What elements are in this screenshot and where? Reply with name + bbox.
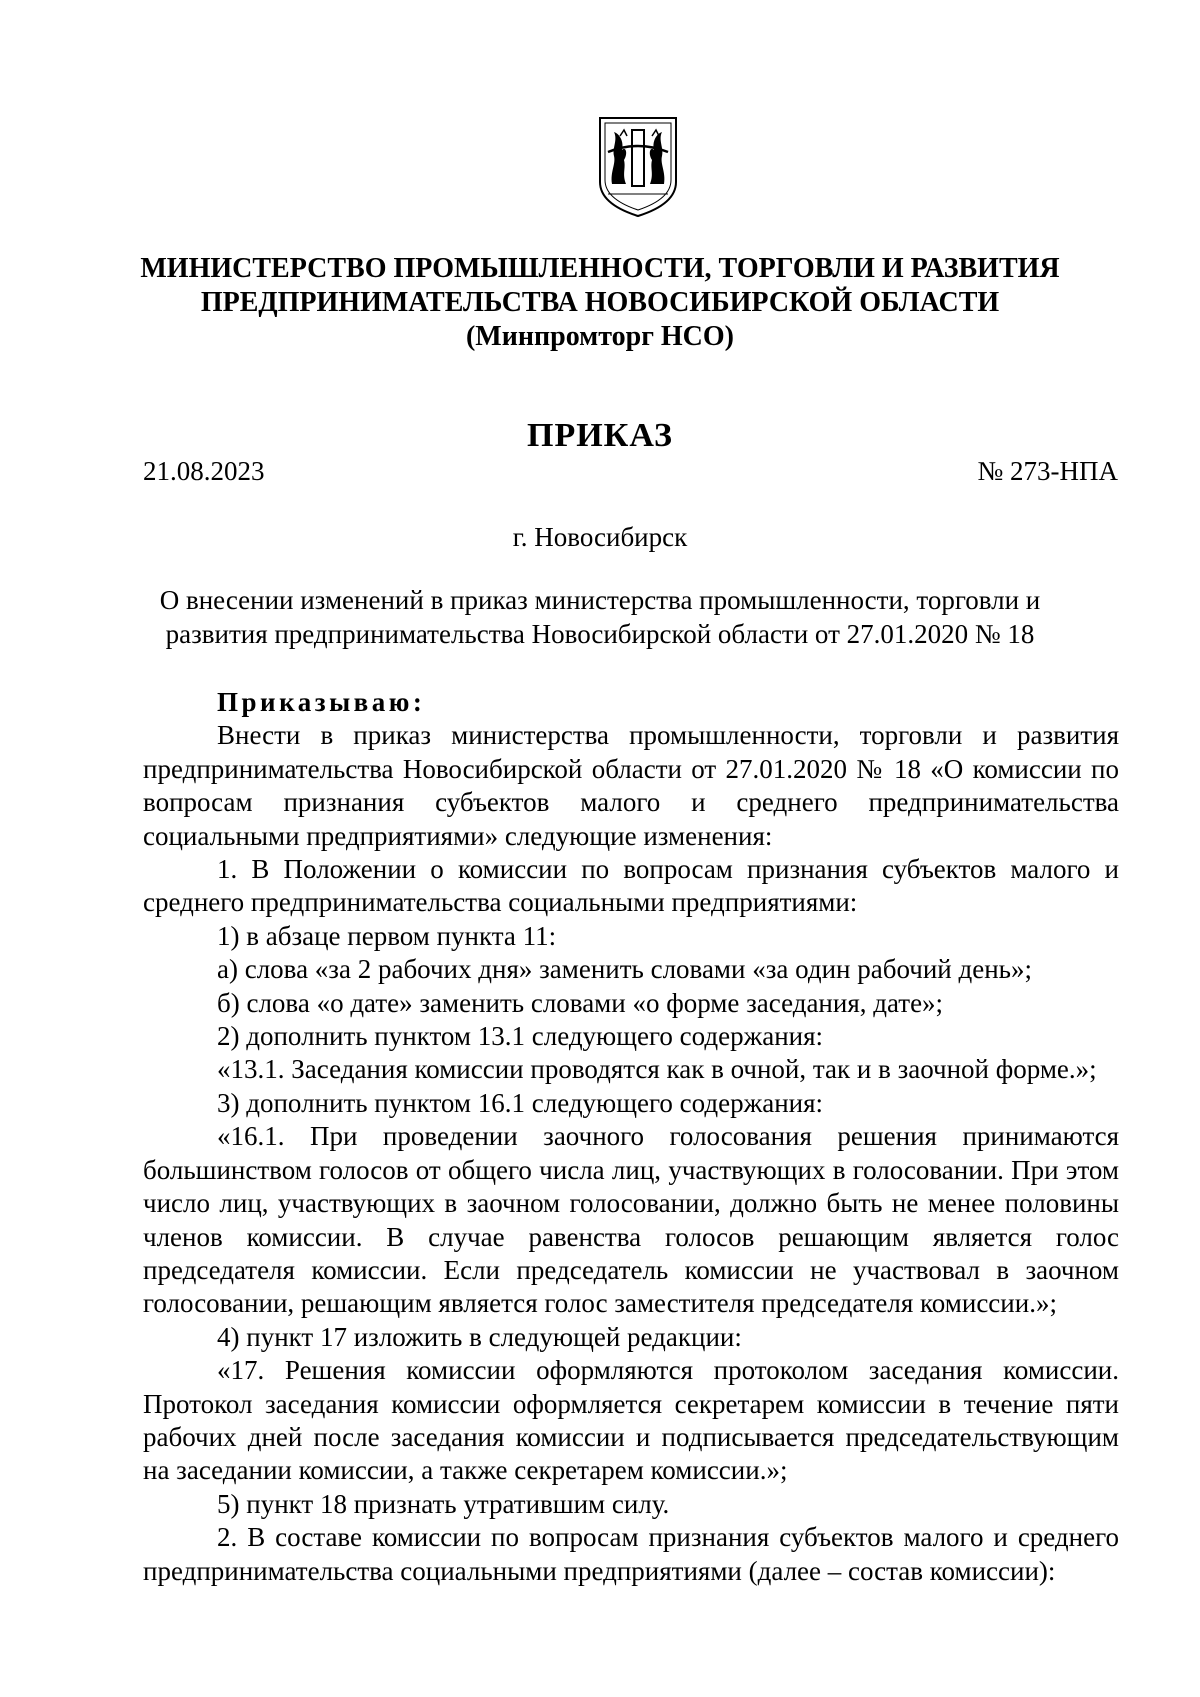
subject-line2: развития предпринимательства Новосибирской области от 27.01.2020 № 18 — [165, 619, 1035, 649]
document-number: № 273-НПА — [977, 456, 1118, 486]
paragraph-subitem-b: б) слова «о дате» заменить словами «о форме заседания, дате»; — [217, 987, 944, 1018]
organization-short-name: (Минпромторг НСО) — [465, 321, 735, 352]
city: г. Новосибирск — [512, 522, 688, 552]
coat-of-arms-icon — [596, 112, 680, 218]
subject-line1: О внесении изменений в приказ министерства промышленности, торговли и — [159, 585, 1041, 615]
paragraph-item-2: 2. В составе комиссии по вопросам признания субъектов малого и среднего предпринимательства социальными предприятиями (далее – состав комиссии): — [143, 1522, 1119, 1586]
document-date: 21.08.2023 — [143, 456, 265, 486]
paragraph-subitem-2: 2) дополнить пунктом 13.1 следующего содержания: — [217, 1021, 824, 1052]
paragraph-subitem-4: 4) пункт 17 изложить в следующей редакции: — [217, 1321, 742, 1352]
organization-name-line1: МИНИСТЕРСТВО ПРОМЫШЛЕННОСТИ, ТОРГОВЛИ И РАЗВИТИЯ — [140, 253, 1060, 284]
paragraph-item-1: 1. В Положении о комиссии по вопросам признания субъектов малого и среднего предпринимательства социальными предприятиями: — [143, 854, 1119, 918]
paragraph-intro: Внести в приказ министерства промышленности, торговли и развития предпринимательства Новосибирской области от 27.01.2020 № 18 «О комиссии по вопросам признания субъектов малого и среднего предпринимательства социальными предприятиями» следующие изменения: — [143, 720, 1119, 851]
document-type-title: ПРИКАЗ — [527, 417, 673, 454]
organization-name-line2: ПРЕДПРИНИМАТЕЛЬСТВА НОВОСИБИРСКОЙ ОБЛАСТИ — [200, 287, 1000, 318]
paragraph-subitem-3: 3) дополнить пунктом 16.1 следующего содержания: — [217, 1087, 824, 1118]
paragraph-subitem-a: а) слова «за 2 рабочих дня» заменить словами «за один рабочий день»; — [217, 954, 1032, 985]
paragraph-quote-13-1: «13.1. Заседания комиссии проводятся как в очной, так и в заочной форме.»; — [217, 1054, 1097, 1085]
paragraph-subitem-1: 1) в абзаце первом пункта 11: — [217, 920, 557, 951]
order-word: Приказываю: — [217, 687, 426, 717]
document-body — [143, 686, 1119, 1588]
paragraph-subitem-5: 5) пункт 18 признать утратившим силу. — [217, 1488, 670, 1519]
paragraph-quote-16-1: «16.1. При проведении заочного голосования решения принимаются большинством голосов от общего числа лиц, участвующих в голосовании. При этом число лиц, участвующих в заочном голосовании, должно быть не менее половины членов комиссии. В случае равенства голосов решающим является голос председателя комиссии. Если председатель комиссии не участвовал в заочном голосовании, решающим является голос заместителя председателя комиссии.»; — [143, 1121, 1119, 1319]
paragraph-quote-17: «17. Решения комиссии оформляются протоколом заседания комиссии. Протокол заседания комиссии оформляется секретарем комиссии в течение пяти рабочих дней после заседания комиссии и подписывается председательствующим на заседании комиссии, а также секретарем комиссии.»; — [143, 1355, 1119, 1486]
